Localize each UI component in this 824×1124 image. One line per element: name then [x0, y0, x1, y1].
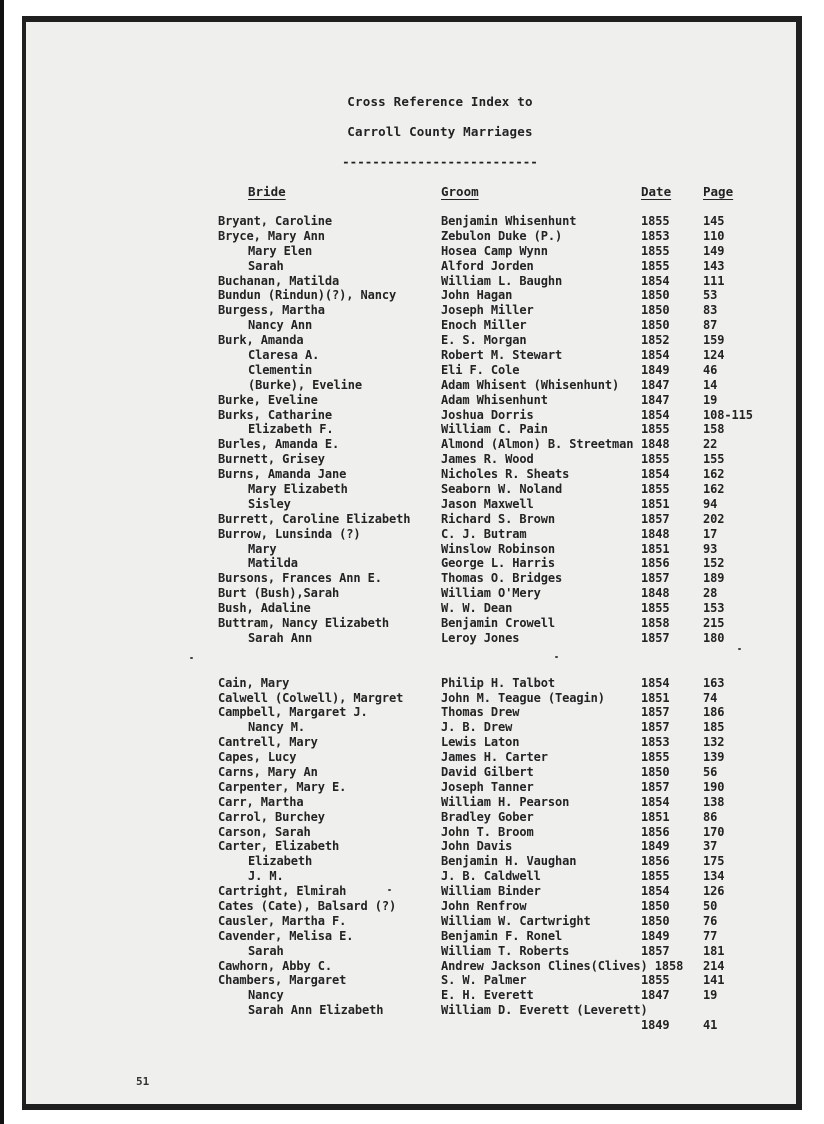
page-ref: 189 — [703, 571, 725, 586]
page-ref: 159 — [703, 333, 725, 348]
table-row — [0, 229, 824, 244]
groom-name: George L. Harris — [441, 556, 555, 571]
groom-name: David Gilbert — [441, 764, 534, 779]
groom-name: Lewis Laton — [441, 735, 520, 750]
page-ref: 185 — [703, 720, 725, 735]
groom-name: Richard S. Brown — [441, 511, 555, 526]
page-ref: 87 — [703, 318, 718, 333]
bride-name: Cavender, Melisa E. — [218, 928, 354, 943]
table-row — [0, 512, 824, 527]
groom-name: Eli F. Cole — [441, 362, 520, 377]
groom-name: Thomas Drew — [441, 705, 520, 720]
table-row — [0, 586, 824, 601]
page-ref: 41 — [703, 1018, 718, 1033]
bride-name: Burnett, Grisey — [218, 452, 325, 467]
table-row — [0, 810, 824, 825]
bride-name: Cates (Cate), Balsard (?) — [218, 898, 397, 913]
page-ref: 111 — [703, 273, 725, 288]
groom-name: William O'Mery — [441, 586, 541, 601]
groom-name: Hosea Camp Wynn — [441, 243, 548, 258]
marriage-date: 1849 — [641, 839, 670, 854]
marriage-date: 1858 — [641, 616, 670, 631]
marriage-date: 1851 — [641, 809, 670, 824]
groom-name: J. B. Drew — [441, 720, 513, 735]
marriage-date: 1855 — [641, 869, 670, 884]
page-ref: 175 — [703, 854, 725, 869]
page-ref: 143 — [703, 258, 725, 273]
table-row — [0, 691, 824, 706]
title-line-2: Carroll County Marriages — [347, 124, 533, 139]
bride-name: Cartright, Elmirah — [218, 884, 347, 899]
groom-name: James R. Wood — [441, 452, 534, 467]
marriage-date: 1855 — [641, 601, 670, 616]
title-line-1: Cross Reference Index to — [347, 94, 533, 109]
marriage-date: 1851 — [641, 690, 670, 705]
marriage-date: 1857 — [641, 943, 670, 958]
page-ref: 155 — [703, 452, 725, 467]
page-ref: 215 — [703, 616, 725, 631]
page-ref: 56 — [703, 764, 718, 779]
groom-name: Seaborn W. Noland — [441, 482, 563, 497]
table-row — [0, 616, 824, 631]
table-row — [0, 839, 824, 854]
page-ref: 149 — [703, 243, 725, 258]
groom-name: John Renfrow — [441, 898, 527, 913]
page-ref: 83 — [703, 303, 718, 318]
table-row — [0, 988, 824, 1003]
table-row — [0, 259, 824, 274]
groom-name: Almond (Almon) B. Streetman — [441, 437, 634, 452]
marriage-date: 1847 — [641, 392, 670, 407]
groom-name: Robert M. Stewart — [441, 348, 563, 363]
marriage-date: 1852 — [641, 333, 670, 348]
bride-name: Carson, Sarah — [218, 824, 311, 839]
marriage-date: 1850 — [641, 764, 670, 779]
bride-name: Carpenter, Mary E. — [218, 779, 347, 794]
page-ref: 132 — [703, 735, 725, 750]
page-ref: 139 — [703, 750, 725, 765]
groom-name: Winslow Robinson — [441, 541, 555, 556]
marriage-date: 1856 — [641, 556, 670, 571]
groom-name: Benjamin Crowell — [441, 616, 555, 631]
bride-name: Carrol, Burchey — [218, 809, 325, 824]
page-ref: 186 — [703, 705, 725, 720]
bride-name: Burk, Amanda — [218, 333, 304, 348]
groom-name: Alford Jorden — [441, 258, 534, 273]
table-row — [0, 676, 824, 691]
marriage-date: 1855 — [641, 750, 670, 765]
page-ref: 22 — [703, 437, 718, 452]
groom-name: John Hagan — [441, 288, 513, 303]
table-row — [0, 393, 824, 408]
table-row — [0, 467, 824, 482]
groom-name: S. W. Palmer — [441, 973, 527, 988]
table-row — [0, 542, 824, 557]
table-row — [0, 899, 824, 914]
marriage-date: 1854 — [641, 794, 670, 809]
table-row — [0, 631, 824, 646]
bride-name: Capes, Lucy — [218, 750, 297, 765]
table-row — [0, 244, 824, 259]
marriage-date: 1848 — [641, 437, 670, 452]
bride-name: Cantrell, Mary — [218, 735, 318, 750]
page-ref: 162 — [703, 482, 725, 497]
page-ref: 180 — [703, 630, 725, 645]
scan-speck — [738, 648, 741, 650]
groom-name: Benjamin F. Ronel — [441, 928, 563, 943]
page-ref: 214 — [703, 958, 725, 973]
bride-name: Matilda — [248, 556, 298, 571]
scan-speck — [190, 657, 193, 659]
groom-name: Thomas O. Bridges — [441, 571, 563, 586]
scan-speck — [555, 656, 558, 658]
bride-name: Burt (Bush),Sarah — [218, 586, 340, 601]
page-ref: 50 — [703, 898, 718, 913]
bride-name: Clementin — [248, 362, 313, 377]
groom-name: Benjamin H. Vaughan — [441, 854, 577, 869]
bride-name: Bundun (Rindun)(?), Nancy — [218, 288, 397, 303]
table-row — [0, 303, 824, 318]
table-row — [0, 333, 824, 348]
marriage-date: 1857 — [641, 705, 670, 720]
marriage-date: 1857 — [641, 571, 670, 586]
bride-name: Chambers, Margaret — [218, 973, 347, 988]
bride-name: Sarah Ann — [248, 630, 313, 645]
bride-name: Bryce, Mary Ann — [218, 228, 325, 243]
groom-name: Adam Whisent (Whisenhunt) — [441, 377, 620, 392]
page-ref: 152 — [703, 556, 725, 571]
marriage-date: 1851 — [641, 541, 670, 556]
page-ref: 46 — [703, 362, 718, 377]
marriage-date: 1850 — [641, 913, 670, 928]
table-row — [0, 854, 824, 869]
header-date: Date — [641, 184, 672, 199]
page-ref: 93 — [703, 541, 718, 556]
groom-name: Nicholes R. Sheats — [441, 467, 570, 482]
table-row — [0, 556, 824, 571]
bride-name: Causler, Martha F. — [218, 913, 347, 928]
bride-name: Elizabeth F. — [248, 422, 334, 437]
table-row — [0, 437, 824, 452]
table-row — [0, 497, 824, 512]
marriage-date: 1849 — [641, 1018, 670, 1033]
bride-name: Buchanan, Matilda — [218, 273, 340, 288]
groom-name: Joseph Miller — [441, 303, 534, 318]
page-ref: 138 — [703, 794, 725, 809]
table-row — [0, 973, 824, 988]
marriage-date: 1854 — [641, 407, 670, 422]
table-row — [0, 869, 824, 884]
page-ref: 145 — [703, 214, 725, 228]
marriage-date: 1855 — [641, 422, 670, 437]
bride-name: Mary — [248, 541, 277, 556]
page-ref: 53 — [703, 288, 718, 303]
marriage-date: 1854 — [641, 348, 670, 363]
header-bride: Bride — [248, 184, 286, 199]
table-row — [0, 720, 824, 735]
page-ref: 19 — [703, 392, 718, 407]
bride-name: Burgess, Martha — [218, 303, 325, 318]
groom-name: Benjamin Whisenhunt — [441, 214, 577, 228]
bride-name: J. M. — [248, 869, 284, 884]
page-ref: 126 — [703, 884, 725, 899]
groom-name: E. H. Everett — [441, 988, 534, 1003]
marriage-index-table — [0, 214, 824, 1033]
table-row — [0, 765, 824, 780]
marriage-date: 1850 — [641, 288, 670, 303]
groom-name: William T. Roberts — [441, 943, 570, 958]
marriage-date: 1855 — [641, 214, 670, 228]
bride-name: Burks, Catharine — [218, 407, 332, 422]
groom-name: Adam Whisenhunt — [441, 392, 548, 407]
table-row — [0, 348, 824, 363]
page-ref: 141 — [703, 973, 725, 988]
page-ref: 202 — [703, 511, 725, 526]
bride-name: Mary Elen — [248, 243, 313, 258]
page-ref: 86 — [703, 809, 718, 824]
page-ref: 14 — [703, 377, 718, 392]
groom-name: William D. Everett (Leverett) — [441, 1003, 648, 1018]
groom-name: W. W. Dean — [441, 601, 513, 616]
bride-name: Burles, Amanda E. — [218, 437, 340, 452]
bride-name: Burrow, Lunsinda (?) — [218, 526, 361, 541]
table-row — [0, 288, 824, 303]
scan-speck — [388, 889, 391, 891]
marriage-date: 1847 — [641, 988, 670, 1003]
groom-name: William C. Pain — [441, 422, 548, 437]
groom-name: William Binder — [441, 884, 541, 899]
bride-name: Mary Elizabeth — [248, 482, 348, 497]
page-ref: 37 — [703, 839, 718, 854]
marriage-date: 1857 — [641, 511, 670, 526]
bride-name: Sisley — [248, 496, 291, 511]
page-ref: 19 — [703, 988, 718, 1003]
page-ref: 110 — [703, 228, 725, 243]
marriage-date: 1853 — [641, 228, 670, 243]
table-row — [0, 274, 824, 289]
page-number: 51 — [136, 1075, 150, 1088]
bride-name: Burns, Amanda Jane — [218, 467, 347, 482]
page-ref: 17 — [703, 526, 718, 541]
groom-name: John Davis — [441, 839, 513, 854]
page-ref: 153 — [703, 601, 725, 616]
groom-name: Andrew Jackson Clines(Clives) 1858 — [441, 958, 684, 973]
groom-name: Philip H. Talbot — [441, 675, 555, 690]
table-row — [0, 318, 824, 333]
marriage-date: 1849 — [641, 362, 670, 377]
marriage-date: 1851 — [641, 496, 670, 511]
page-ref: 181 — [703, 943, 725, 958]
bride-name: Cawhorn, Abby C. — [218, 958, 332, 973]
groom-name: C. J. Butram — [441, 526, 527, 541]
marriage-date: 1857 — [641, 720, 670, 735]
page-ref: 134 — [703, 869, 725, 884]
bride-name: Burrett, Caroline Elizabeth — [218, 511, 411, 526]
bride-name: Bush, Adaline — [218, 601, 311, 616]
marriage-date: 1857 — [641, 779, 670, 794]
marriage-date: 1847 — [641, 377, 670, 392]
table-row — [0, 482, 824, 497]
marriage-date: 1853 — [641, 735, 670, 750]
bride-name: Burke, Eveline — [218, 392, 318, 407]
marriage-date: 1854 — [641, 467, 670, 482]
page-ref: 28 — [703, 586, 718, 601]
page-ref: 163 — [703, 675, 725, 690]
bride-name: Nancy — [248, 988, 284, 1003]
section-gap — [0, 646, 824, 676]
table-row — [0, 929, 824, 944]
groom-name: Bradley Gober — [441, 809, 534, 824]
bride-name: Nancy M. — [248, 720, 305, 735]
table-row — [0, 780, 824, 795]
table-row — [0, 705, 824, 720]
groom-name: William W. Cartwright — [441, 913, 591, 928]
title-separator: -------------------------- — [342, 154, 538, 169]
bride-name: Campbell, Margaret J. — [218, 705, 368, 720]
groom-name: Joshua Dorris — [441, 407, 534, 422]
groom-name: John T. Broom — [441, 824, 534, 839]
bride-name: Claresa A. — [248, 348, 320, 363]
bride-name: Bryant, Caroline — [218, 214, 332, 228]
table-row — [0, 944, 824, 959]
table-row — [0, 884, 824, 899]
marriage-date: 1850 — [641, 303, 670, 318]
marriage-date: 1856 — [641, 824, 670, 839]
bride-name: Carns, Mary An — [218, 764, 318, 779]
table-row — [0, 914, 824, 929]
marriage-date: 1855 — [641, 258, 670, 273]
bride-name: Bursons, Frances Ann E. — [218, 571, 382, 586]
table-row — [0, 735, 824, 750]
table-row — [0, 959, 824, 974]
marriage-date: 1855 — [641, 243, 670, 258]
groom-name: William L. Baughn — [441, 273, 563, 288]
header-groom: Groom — [441, 184, 479, 199]
table-row — [0, 363, 824, 378]
bride-name: (Burke), Eveline — [248, 377, 362, 392]
table-row — [0, 825, 824, 840]
header-page: Page — [703, 184, 734, 199]
marriage-date: 1857 — [641, 630, 670, 645]
page-ref: 74 — [703, 690, 718, 705]
bride-name: Nancy Ann — [248, 318, 313, 333]
marriage-date: 1855 — [641, 452, 670, 467]
table-row — [0, 795, 824, 810]
bride-name: Buttram, Nancy Elizabeth — [218, 616, 389, 631]
bride-name: Calwell (Colwell), Margret — [218, 690, 404, 705]
marriage-date: 1849 — [641, 928, 670, 943]
groom-name: William H. Pearson — [441, 794, 570, 809]
table-row — [0, 571, 824, 586]
page-ref: 190 — [703, 779, 725, 794]
page-ref: 108-115 — [703, 407, 753, 422]
page-ref: 77 — [703, 928, 718, 943]
marriage-date: 1850 — [641, 318, 670, 333]
bride-name: Sarah — [248, 943, 284, 958]
table-row — [0, 1018, 824, 1033]
table-row — [0, 422, 824, 437]
page-ref: 162 — [703, 467, 725, 482]
marriage-date: 1850 — [641, 898, 670, 913]
marriage-date: 1848 — [641, 526, 670, 541]
bride-name: Carter, Elizabeth — [218, 839, 340, 854]
table-row — [0, 408, 824, 423]
table-row — [0, 214, 824, 229]
groom-name: Zebulon Duke (P.) — [441, 228, 563, 243]
groom-name: E. S. Morgan — [441, 333, 527, 348]
marriage-date: 1854 — [641, 675, 670, 690]
table-row — [0, 452, 824, 467]
groom-name: Leroy Jones — [441, 630, 520, 645]
marriage-date: 1856 — [641, 854, 670, 869]
groom-name: J. B. Caldwell — [441, 869, 541, 884]
bride-name: Carr, Martha — [218, 794, 304, 809]
page-ref: 158 — [703, 422, 725, 437]
page-ref: 76 — [703, 913, 718, 928]
bride-name: Elizabeth — [248, 854, 313, 869]
table-row — [0, 601, 824, 616]
marriage-date: 1854 — [641, 884, 670, 899]
marriage-date: 1855 — [641, 482, 670, 497]
bride-name: Sarah — [248, 258, 284, 273]
groom-name: John M. Teague (Teagin) — [441, 690, 605, 705]
groom-name: Joseph Tanner — [441, 779, 534, 794]
table-row — [0, 1003, 824, 1018]
groom-name: James H. Carter — [441, 750, 548, 765]
page-ref: 124 — [703, 348, 725, 363]
table-row — [0, 750, 824, 765]
page-ref: 94 — [703, 496, 718, 511]
page-ref: 170 — [703, 824, 725, 839]
marriage-date: 1848 — [641, 586, 670, 601]
marriage-date: 1855 — [641, 973, 670, 988]
table-row — [0, 378, 824, 393]
bride-name: Sarah Ann Elizabeth — [248, 1003, 384, 1018]
bride-name: Cain, Mary — [218, 675, 290, 690]
groom-name: Jason Maxwell — [441, 496, 534, 511]
marriage-date: 1854 — [641, 273, 670, 288]
table-row — [0, 527, 824, 542]
groom-name: Enoch Miller — [441, 318, 527, 333]
